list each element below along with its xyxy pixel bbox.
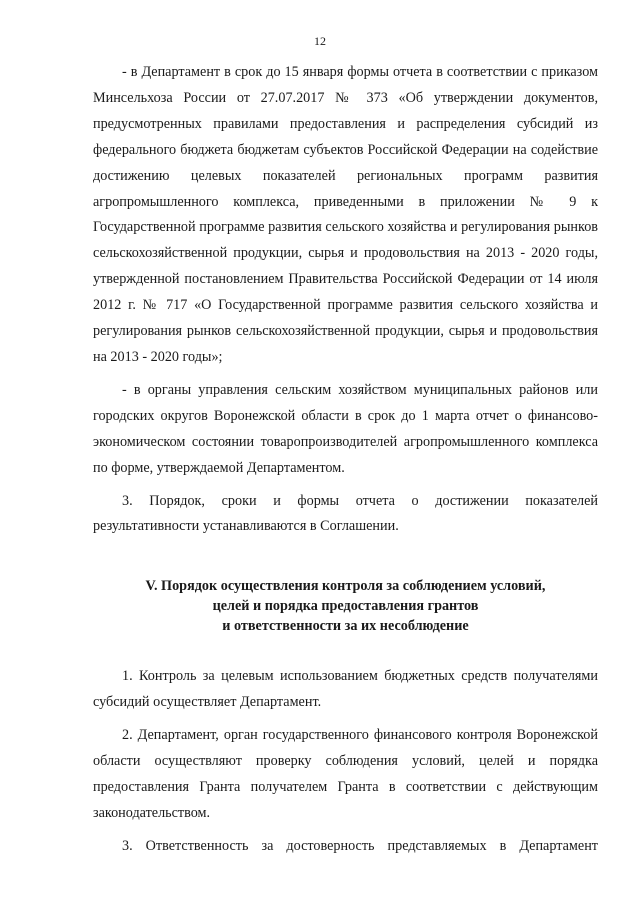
paragraph-report-to-department: - в Департамент в срок до 15 января формы отчета в соответствии с приказом Минсельхоза России от 27.07.2017 № 373 «Об утверждении документов, предусмотренных правилами предоставления и распределения субсидий из федерального бюджета бюджетам субъектов Российской Федерации на содействие достижению целевых показателей региональных программ развития агропромышленного комплекса, приведенными в приложении № 9 к Государственной программе развития сельского хозяйства и регулирования рынков сельскохозяйственной продукции, сырья и продовольствия на 2013 - 2020 годы, утвержденной постановлением Правительства Российской Федерации от 14 июля 2012 г. № 717 «О Государственной программе развития сельского хозяйства и регулирования рынков сельскохозяйственной продукции, сырья и продовольствия на 2013 - 2020 годы»; [93, 64, 598, 365]
paragraph-inspection: 2. Департамент, орган государственного финансового контроля Воронежской области осуществляют проверку соблюдения условий, целей и порядка предоставления Гранта получателем Гранта в соответствии с действующим законодательством. [93, 727, 598, 821]
paragraph-responsibility: 3. Ответственность за достоверность представляемых в Департамент [122, 837, 598, 854]
paragraph-control: 1. Контроль за целевым использованием бюджетных средств получателями субсидий осуществляет Департамент. [93, 668, 598, 711]
paragraph-report-to-municipal: - в органы управления сельским хозяйством муниципальных районов или городских округов Воронежской области в срок до 1 марта отчет о финансово-экономическом состоянии товаропроизводителей агропромышленного комплекса по форме, утверждаемой Департаментом. [93, 381, 598, 476]
document-body [93, 60, 598, 867]
paragraph-report-terms: 3. Порядок, сроки и формы отчета о достижении показателей результативности устанавливаются в Соглашении. [93, 492, 598, 535]
section-heading [93, 576, 598, 636]
section-heading-line-1: V. Порядок осуществления контроля за соблюдением условий, [145, 578, 546, 595]
section-heading-line-3: и ответственности за их несоблюдение [222, 618, 469, 635]
page-number: 12 [314, 34, 326, 48]
section-heading-line-2: целей и порядка предоставления грантов [212, 598, 479, 615]
